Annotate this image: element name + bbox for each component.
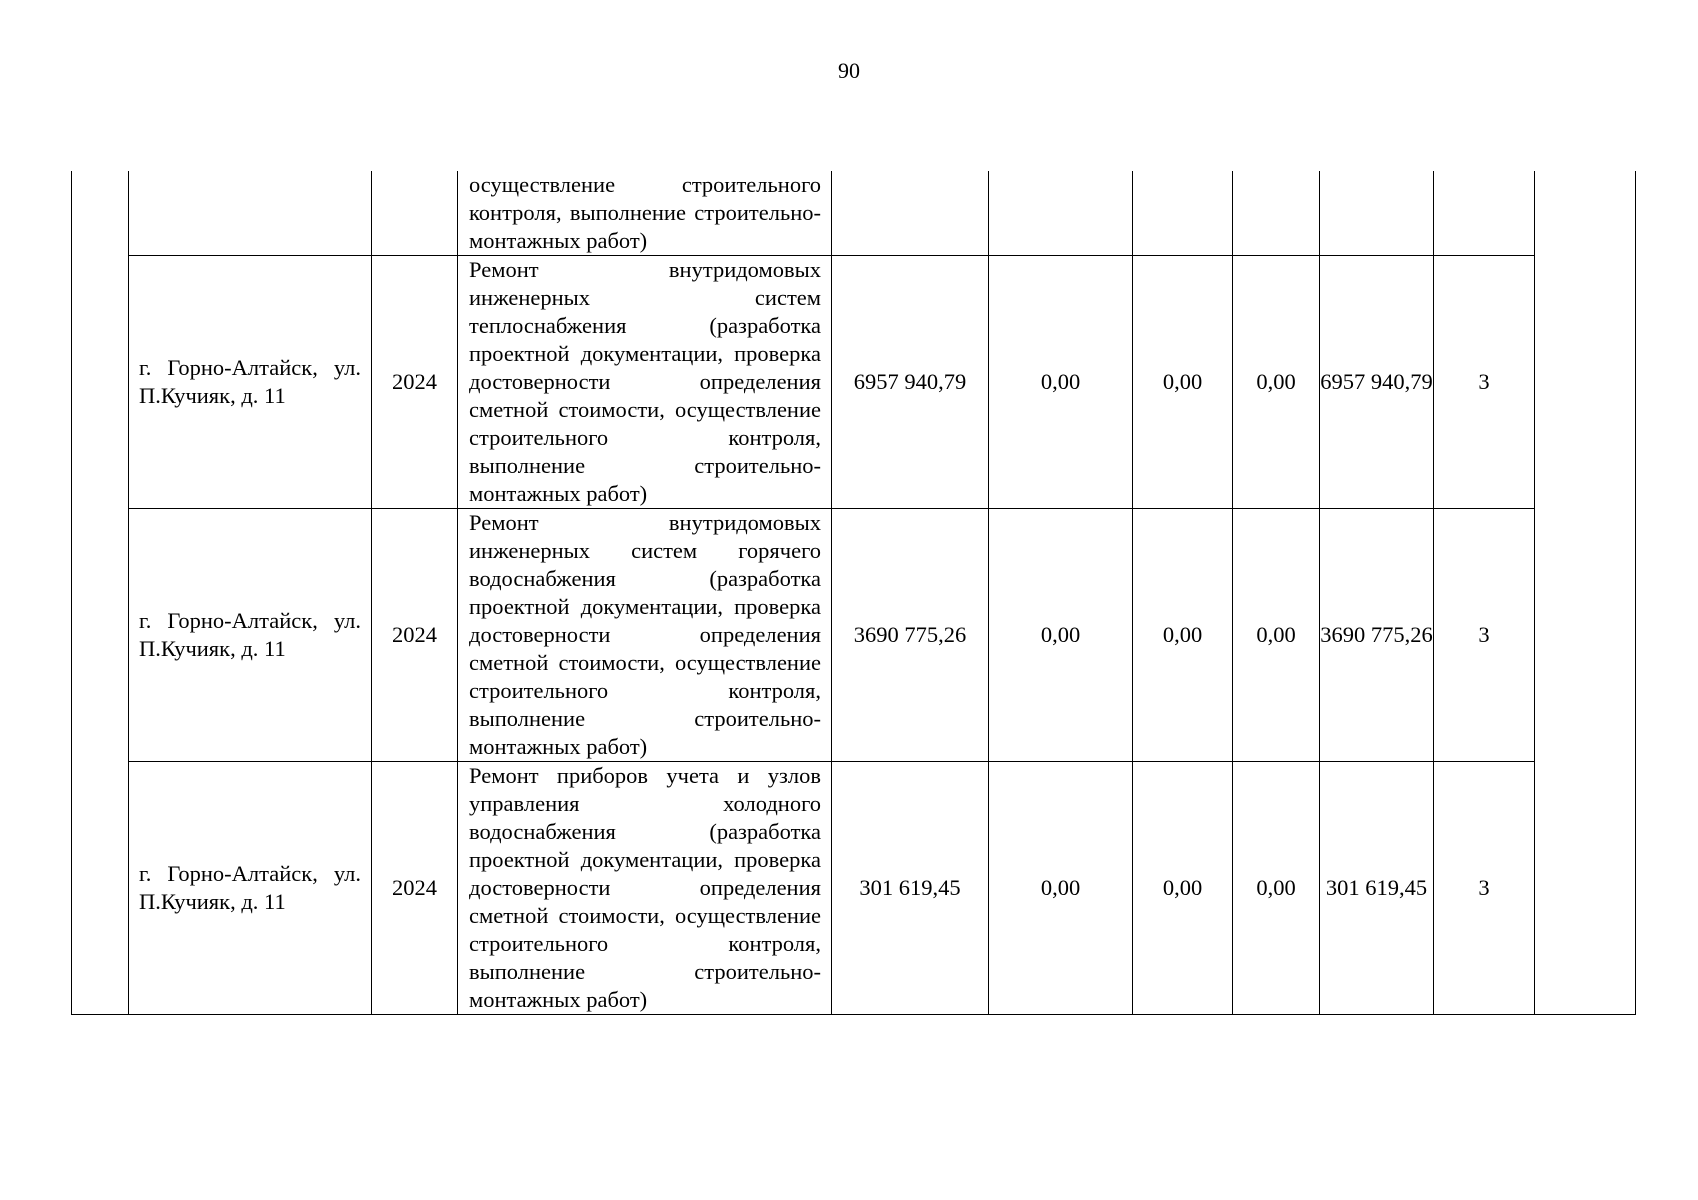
cell-fund-4: 3690 775,26 xyxy=(1320,509,1434,762)
page-number: 90 xyxy=(838,58,860,83)
table-row xyxy=(72,509,1636,762)
table-row-continued xyxy=(72,171,1636,256)
cell-fund-3-empty xyxy=(1233,171,1320,256)
cell-description: Ремонт внутридомовых инженерных систем теплоснабжения (разработка проектной документации, проверка достоверности определения сметной стоимости, осуществление строительного контроля, выполнение строительно-монтажных работ) xyxy=(458,256,832,509)
cell-description: Ремонт внутридомовых инженерных систем горячего водоснабжения (разработка проектной документации, проверка достоверности определения сметной стоимости, осуществление строительного контроля, выполнение строительно-монтажных работ) xyxy=(458,509,832,762)
cell-fund-3: 0,00 xyxy=(1233,509,1320,762)
cell-fund-2: 0,00 xyxy=(1133,256,1233,509)
cell-fund-4: 6957 940,79 xyxy=(1320,256,1434,509)
cell-fund-4: 301 619,45 xyxy=(1320,762,1434,1015)
table-row xyxy=(72,256,1636,509)
cell-fund-2: 0,00 xyxy=(1133,509,1233,762)
cell-fund-1: 0,00 xyxy=(989,509,1133,762)
cell-total-empty xyxy=(832,171,989,256)
cell-fund-1: 0,00 xyxy=(989,256,1133,509)
cell-year: 2024 xyxy=(372,256,458,509)
cell-code: 3 xyxy=(1434,509,1535,762)
cell-code: 3 xyxy=(1434,762,1535,1015)
cell-fund-1-empty xyxy=(989,171,1133,256)
cell-fund-2-empty xyxy=(1133,171,1233,256)
cell-total: 301 619,45 xyxy=(832,762,989,1015)
cell-last-merged xyxy=(1535,171,1636,1015)
cell-year: 2024 xyxy=(372,762,458,1015)
table-row xyxy=(72,762,1636,1015)
cell-year-empty xyxy=(372,171,458,256)
cell-address-empty xyxy=(129,171,372,256)
cell-address: г. Горно-Алтайск, ул. П.Кучияк, д. 11 xyxy=(129,256,372,509)
cell-address: г. Горно-Алтайск, ул. П.Кучияк, д. 11 xyxy=(129,509,372,762)
cell-fund-4-empty xyxy=(1320,171,1434,256)
cell-fund-3: 0,00 xyxy=(1233,762,1320,1015)
works-table xyxy=(71,171,1636,1015)
cell-total: 6957 940,79 xyxy=(832,256,989,509)
cell-description: осуществление строительного контроля, выполнение строительно-монтажных работ) xyxy=(458,171,832,256)
cell-address: г. Горно-Алтайск, ул. П.Кучияк, д. 11 xyxy=(129,762,372,1015)
cell-index-merged xyxy=(72,171,129,1015)
cell-code: 3 xyxy=(1434,256,1535,509)
cell-total: 3690 775,26 xyxy=(832,509,989,762)
cell-fund-3: 0,00 xyxy=(1233,256,1320,509)
cell-code-empty xyxy=(1434,171,1535,256)
cell-year: 2024 xyxy=(372,509,458,762)
cell-description: Ремонт приборов учета и узлов управления холодного водоснабжения (разработка проектной документации, проверка достоверности определения сметной стоимости, осуществление строительного контроля, выполнение строительно-монтажных работ) xyxy=(458,762,832,1015)
cell-fund-2: 0,00 xyxy=(1133,762,1233,1015)
cell-fund-1: 0,00 xyxy=(989,762,1133,1015)
